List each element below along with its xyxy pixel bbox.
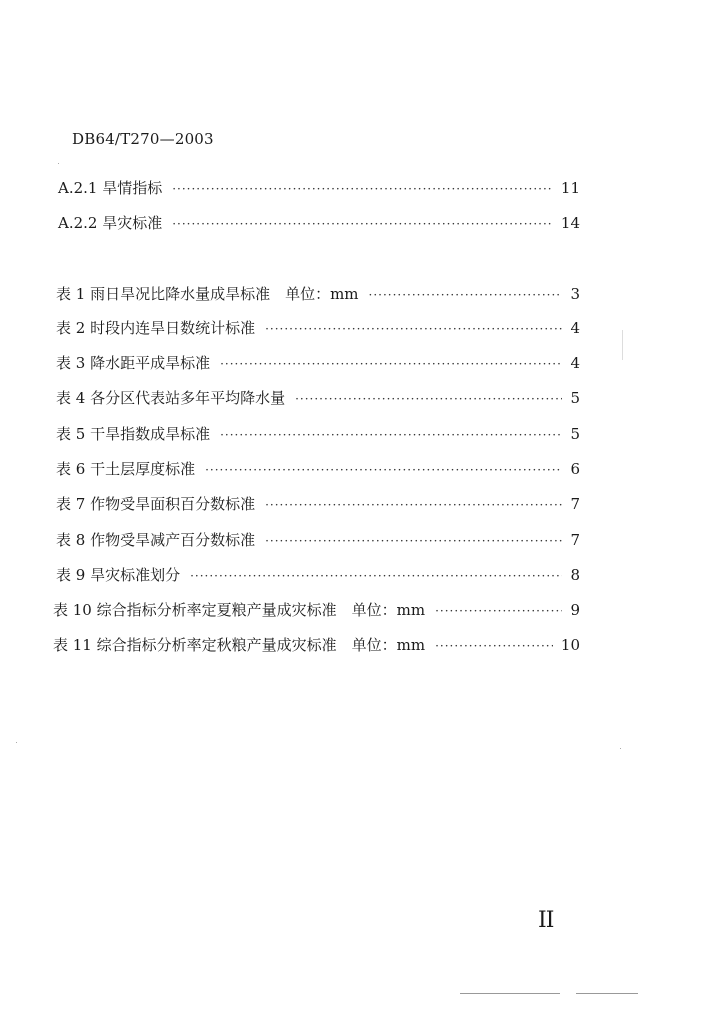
toc-leader-dots: [369, 285, 563, 305]
toc-leader-dots: [172, 214, 553, 234]
toc-entry-label: 表 1 雨日旱况比降水量成旱标准 单位：mm: [56, 285, 359, 303]
toc-entry-label: 表 9 旱灾标准划分: [56, 566, 181, 584]
toc-entry-page: 7: [570, 495, 580, 513]
toc-entry-page: 7: [570, 531, 580, 549]
footer-rule: [460, 993, 560, 994]
page-number: II: [538, 908, 554, 933]
toc-entry-label: 表 6 干土层厚度标准: [56, 460, 196, 478]
toc-entry-page: 14: [560, 214, 580, 232]
toc-leader-dots: [265, 531, 562, 551]
toc-entry[interactable]: [56, 530, 580, 551]
toc-entry-label: 表 8 作物受旱减产百分数标准: [56, 531, 256, 549]
toc-entry-page: 9: [570, 601, 580, 619]
document-code: DB64/T270—2003: [72, 130, 214, 148]
toc-entry-label: A.2.2 旱灾标准: [58, 214, 163, 232]
toc-entry-label: 表 4 各分区代表站多年平均降水量: [56, 389, 286, 407]
toc-leader-dots: [205, 460, 562, 480]
toc-entry-page: 4: [570, 319, 580, 337]
toc-entry-label: 表 5 干旱指数成旱标准: [56, 425, 211, 443]
toc-leader-dots: [435, 601, 562, 621]
scan-speck: [620, 748, 621, 749]
toc-entry-label: 表 3 降水距平成旱标准: [56, 354, 211, 372]
toc-entry[interactable]: [53, 600, 580, 621]
toc-entry[interactable]: [56, 424, 580, 445]
toc-entry[interactable]: [56, 353, 580, 374]
scan-speck: [58, 163, 59, 164]
toc-entry[interactable]: [56, 565, 580, 586]
toc-entry[interactable]: [58, 213, 580, 234]
toc-leader-dots: [435, 636, 553, 656]
toc-entry-label: 表 10 综合指标分析率定夏粮产量成灾标准 单位：mm: [53, 601, 426, 619]
toc-entry[interactable]: [56, 388, 580, 409]
toc-entry[interactable]: [56, 318, 580, 339]
toc-leader-dots: [265, 319, 562, 339]
toc-leader-dots: [220, 425, 562, 445]
toc-entry-page: 8: [570, 566, 580, 584]
toc-entry-page: 6: [570, 460, 580, 478]
toc-entry[interactable]: [56, 459, 580, 480]
toc-entry-page: 11: [560, 179, 580, 197]
toc-entry-page: 3: [570, 285, 580, 303]
toc-entry-label: A.2.1 旱情指标: [58, 179, 163, 197]
scan-speck: [622, 330, 623, 360]
toc-leader-dots: [190, 566, 562, 586]
toc-entry[interactable]: [56, 284, 580, 305]
toc-leader-dots: [172, 179, 553, 199]
toc-entry-page: 4: [570, 354, 580, 372]
toc-entry[interactable]: [58, 178, 580, 199]
toc-entry-page: 5: [570, 425, 580, 443]
toc-entry-page: 10: [560, 636, 580, 654]
toc-leader-dots: [295, 389, 562, 409]
toc-entry-label: 表 2 时段内连旱日数统计标准: [56, 319, 256, 337]
toc-leader-dots: [265, 495, 562, 515]
toc-entry-label: 表 7 作物受旱面积百分数标准: [56, 495, 256, 513]
toc-entry[interactable]: [53, 635, 580, 656]
toc-entry-label: 表 11 综合指标分析率定秋粮产量成灾标准 单位：mm: [53, 636, 426, 654]
toc-entry[interactable]: [56, 494, 580, 515]
toc-leader-dots: [220, 354, 562, 374]
footer-rule: [576, 993, 638, 994]
scan-speck: [16, 742, 17, 743]
toc-entry-page: 5: [570, 389, 580, 407]
